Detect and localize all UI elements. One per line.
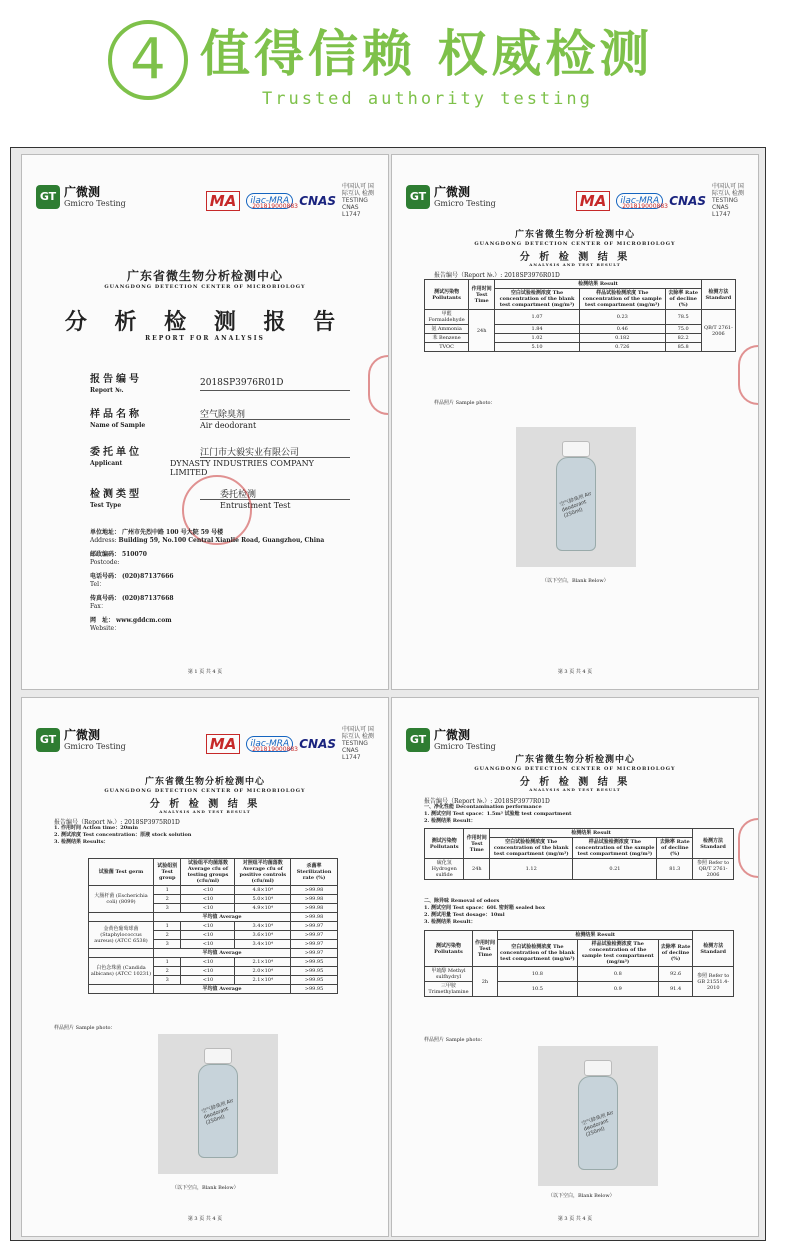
ilac-mark-icon: ilac-MRA [246,736,293,752]
sample-photo [516,427,636,567]
ilac-mark-icon: ilac-MRA [246,193,293,209]
field-sample-name: 样品名称 Name of Sample 空气除臭剂 Air deodorant [90,405,350,429]
cert-marks: MA ilac-MRA CNAS 中国认可 国际互认 检测 TESTING CNAS L1747 [576,183,746,218]
table-row: 3 <10 3.4×10⁴ >99.97 [89,940,338,949]
fax-row: 传真号码： (020)87137668 Fax： [90,595,174,610]
ma-mark-icon: MA [206,191,241,211]
gmicro-logo-icon: GT [36,728,60,752]
field-applicant: 委托单位 Applicant 江门市大毅实业有限公司 DYNASTY INDUSTRIES COMPANY LIMITED [90,443,350,467]
table-row: 平均值 Average >99.95 [89,985,338,994]
table-row: 2 <10 5.0×10⁴ >99.98 [89,895,338,904]
cert-marks [206,183,376,218]
table-row: 3 <10 4.9×10⁴ >99.98 [89,904,338,913]
table-row: 2 <10 3.6×10⁴ >99.97 [89,931,338,940]
table-row: 平均值 Average >99.98 [89,913,338,922]
section-title: 值得信赖 权威检测 [200,25,654,83]
cnas-note: 中国认可 国际互认 检测 TESTING CNAS L1747 [342,183,374,218]
odor-table: 测试污染物 Pollutants 作用时间 Test Time 检测结果 Result 检测方法 Standard 空白试验检测浓度 The concentration of the blank test compartment (mg/m³) 样品试验检测浓度 The concentration of the sample test compartment (mg/m³) 去除率 Rate of decline (%) 甲巯醇 Methyl sulfhydryl 2h 10.8 0.8 92.6 参照 Refer to GB 21551.4-2010 三甲胺 Trimethylamine 10.5 0.9 91.4 [424,930,734,997]
table-row: 平均值 Average >99.97 [89,949,338,958]
ma-mark-icon: MA [576,191,611,211]
table-row: 3 <10 2.1×10⁴ >99.95 [89,976,338,985]
report-title-cn: 分 析 检 测 报 告 [64,310,346,335]
bottle-image: 空气除臭剂 Air deodorant (250ml) [198,1048,238,1158]
section-decontamination: 一、净化性能 Decontamination performance 1. 测试空间 Test space：1.5m³ 试验舱 test compartment 2. 检测结果 Result： [424,804,572,824]
gmicro-logo: GT 广微测 Gmicro Testing [36,728,126,752]
report-title-en: REPORT FOR ANALYSIS [145,335,265,342]
ilac-mark-icon: ilac-MRA [616,193,663,209]
logo-name: 广微测 [64,185,101,199]
section-header [0,0,790,140]
cnas-mark-icon: CNAS [299,736,336,751]
table-row: 苯 Benzene 1.02 0.182 82.2 [425,334,736,343]
field-report-no: 报告编号 Report №. 2018SP3976R01D [90,370,350,394]
report-number: 报告编号（Report №.）: 2018SP3976R01D [434,272,560,279]
section-odor-removal: 二、除异味 Removal of odors 1. 测试空间 Test space：60L 密封箱 sealed box 2. 测试用量 Test dosage：10ml 3. 检测结果 Result： [424,898,545,925]
side-seal [738,818,758,878]
gmicro-logo-icon: GT [36,185,60,209]
postcode-row: 邮政编码： 510070 Postcode: [90,551,147,566]
step-number-badge: 4 [108,20,188,100]
cert-marks: MA ilac-MRA CNAS 中国认可 国际互认 检测 TESTING CNAS L1747 [206,726,376,761]
table-row: 金黄色葡萄球菌 (Staphylococcus aureus) (ATCC 6538) 1 <10 3.4×10⁴ >99.97 [89,922,338,931]
table-row: 三甲胺 Trimethylamine 10.5 0.9 91.4 [425,982,734,997]
table-row: 大肠杆菌 (Escherichia coli) (8099) 1 <10 4.8×10⁴ >99.98 [89,886,338,895]
report-result-page-2: GT 广微测 Gmicro Testing MA ilac-MRA CNAS 中国认可 国际互认 检测 TESTING CNAS L1747 201819000883 广东省微生物分析检测中心 GUANGDONG DETECTION CENTER OF MICROBIOLOGY 分 析 检 测 结 果 ANALYSIS AND TEST RESULT 报告编号（Report №.）: 2018SP3975R01D 1. 作用时间 Action time：20min 2. 测试浓度 Test concentration：原液 stock solution 3. 检测结果 Results： 试验菌 Test germ 试验组别 Test group 试验组平均菌落数 Average cfu of testing groups (cfu/ml) 对照组平均菌落数 Average cfu of positive controls (cfu/ml) 杀菌率 Sterilization rate (%) 大肠杆菌 (Escherichia coli) (8099) 1 <10 4.8×10⁴ >99.98 2 <10 5.0×10⁴ >99.98 3 <10 4.9×10⁴ >99.98 平均值 Average >99.98 金黄色葡萄球菌 (Staphylococcus aureus) (ATCC 6538) 1 <10 3.4×10⁴ >99.97 2 <10 3.6×10⁴ >99.97 3 <10 3.4×10⁴ >99.97 平均值 Average >99.97 白色念珠菌 (Candida albicans) (ATCC 10231) 1 <10 2.1×10⁴ >99.95 2 <10 2.0×10⁴ >99.95 3 <10 2.1×10⁴ >99.95 平均值 Average >99.95 样品照片 Sample photo： 空气除臭剂 Air deodorant (250ml) （以下空白，Blank Below） 第 3 页 共 4 页 [21,697,389,1237]
cnas-mark-icon: CNAS [669,193,706,208]
section-subtitle: Trusted authority testing [262,89,593,109]
gmicro-logo: GT 广微测 Gmicro Testing [406,185,496,209]
result-table: 测试污染物 Pollutants 作用时间 Test Time 检测结果 Result 检测方法 Standard 空白试验检测浓度 The concentration of the blank test compartment (mg/m³) 样品试验检测浓度 The concentration of the sample test compartment (mg/m³) 去除率 Rate of decline (%) 甲醛 Formaldehyde 24h 1.07 0.23 78.5 QB/T 2761-2006 氨 Ammonia 1.84 0.46 75.0 苯 Benzene 1.02 0.182 82.2 TVOC 5.10 0.726 85.8 [424,279,736,352]
table-row: 氨 Ammonia 1.84 0.46 75.0 [425,325,736,334]
side-seal [368,355,388,415]
gmicro-logo-icon: GT [406,185,430,209]
gmicro-logo: GT 广微测 Gmicro Testing [406,728,496,752]
report-result-page-1: GT 广微测 Gmicro Testing MA ilac-MRA CNAS 中国认可 国际互认 检测 TESTING CNAS L1747 201819000883 广东省微生物分析检测中心 GUANGDONG DETECTION CENTER OF MICROBIOLOGY 分 析 检 测 结 果 ANALYSIS AND TEST RESULT 报告编号（Report №.）: 2018SP3976R01D 测试污染物 Pollutants 作用时间 Test Time 检测结果 Result 检测方法 Standard 空白试验检测浓度 The concentration of the blank test compartment (mg/m³) 样品试验检测浓度 The concentration of the sample test compartment (mg/m³) 去除率 Rate of decline (%) 甲醛 Formaldehyde 24h 1.07 0.23 78.5 QB/T 2761-2006 氨 Ammonia 1.84 0.46 75.0 苯 Benzene 1.02 0.182 82.2 TVOC 5.10 0.726 85.8 样品照片 Sample photo： 空气除臭剂 Air deodorant (250ml) （以下空白，Blank Below） 第 3 页 共 4 页 [391,154,759,690]
report-cover-page [21,154,389,690]
ma-number: 201819000883 [252,203,298,210]
gmicro-logo-icon: GT [406,728,430,752]
logo-en: Gmicro Testing [64,199,126,208]
table-row: 甲巯醇 Methyl sulfhydryl 2h 10.8 0.8 92.6 参照 Refer to GB 21551.4-2010 [425,967,734,982]
table-row: 2 <10 2.0×10⁴ >99.95 [89,967,338,976]
org-name-en: GUANGDONG DETECTION CENTER OF MICROBIOLOGY [104,284,306,290]
test-conditions: 1. 作用时间 Action time：20min 2. 测试浓度 Test concentration：原液 stock solution 3. 检测结果 Results： [54,825,192,845]
germ-table: 试验菌 Test germ 试验组别 Test group 试验组平均菌落数 Average cfu of testing groups (cfu/ml) 对照组平均菌落数 Average cfu of positive controls (cfu/ml) 杀菌率 Sterilization rate (%) 大肠杆菌 (Escherichia coli) (8099) 1 <10 4.8×10⁴ >99.98 2 <10 5.0×10⁴ >99.98 3 <10 4.9×10⁴ >99.98 平均值 Average >99.98 金黄色葡萄球菌 (Staphylococcus aureus) (ATCC 6538) 1 <10 3.4×10⁴ >99.97 2 <10 3.6×10⁴ >99.97 3 <10 3.4×10⁴ >99.97 平均值 Average >99.97 白色念珠菌 (Candida albicans) (ATCC 10231) 1 <10 2.1×10⁴ >99.95 2 <10 2.0×10⁴ >99.95 3 <10 2.1×10⁴ >99.95 平均值 Average >99.95 [88,858,338,994]
ma-mark-icon: MA [206,734,241,754]
table-row: 甲醛 Formaldehyde 24h 1.07 0.23 78.5 QB/T 2761-2006 [425,310,736,325]
page-number: 第 3 页 共 4 页 [557,669,593,675]
decontamination-table: 测试污染物 Pollutants 作用时间 Test Time 检测结果 Result 检测方法 Standard 空白试验检测浓度 The concentration of the blank test compartment (mg/m³) 样品试验检测浓度 The concentration of the sample test compartment (mg/m³) 去除率 Rate of decline (%) 硫化氢 Hydrogen sulfide 24h 1.12 0.21 81.3 参照 Refer to QB/T 2761-2006 [424,828,734,880]
table-row: TVOC 5.10 0.726 85.8 [425,343,736,352]
sample-photo [158,1034,278,1174]
bottle-image: 空气除臭剂 Air deodorant (250ml) [556,441,596,551]
bottle-image: 空气除臭剂 Air deodorant (250ml) [578,1060,618,1170]
page-number: 第 1 页 共 4 页 [187,669,223,675]
report-grid [10,147,766,1241]
address-row: 单位地址： 广州市先烈中路 100 号大院 59 号楼 Address: Building 59, No.100 Central Xianlie Road, Guangzhou, China [90,529,325,544]
side-seal [738,345,758,405]
website-row: 网 址： www.gddcm.com Website： [90,617,172,632]
page-number: 第 3 页 共 4 页 [557,1216,593,1222]
page-number: 第 3 页 共 4 页 [187,1216,223,1222]
table-row: 白色念珠菌 (Candida albicans) (ATCC 10231) 1 <10 2.1×10⁴ >99.95 [89,958,338,967]
gmicro-logo [36,185,126,209]
report-result-page-3: GT 广微测 Gmicro Testing 广东省微生物分析检测中心 GUANGDONG DETECTION CENTER OF MICROBIOLOGY 分 析 检 测 结 果 ANALYSIS AND TEST RESULT 报告编号（Report №.）: 2018SP3977R01D 一、净化性能 Decontamination performance 1. 测试空间 Test space：1.5m³ 试验舱 test compartment 2. 检测结果 Result： 测试污染物 Pollutants 作用时间 Test Time 检测结果 Result 检测方法 Standard 空白试验检测浓度 The concentration of the blank test compartment (mg/m³) 样品试验检测浓度 The concentration of the sample test compartment (mg/m³) 去除率 Rate of decline (%) 硫化氢 Hydrogen sulfide 24h 1.12 0.21 81.3 参照 Refer to QB/T 2761-2006 二、除异味 Removal of odors 1. 测试空间 Test space：60L 密封箱 sealed box 2. 测试用量 Test dosage：10ml 3. 检测结果 Result： 测试污染物 Pollutants 作用时间 Test Time 检测结果 Result 检测方法 Standard 空白试验检测浓度 The concentration of the blank test compartment (mg/m³) 样品试验检测浓度 The concentration of the sample test compartment (mg/m³) 去除率 Rate of decline (%) 甲巯醇 Methyl sulfhydryl 2h 10.8 0.8 92.6 参照 Refer to GB 21551.4-2010 三甲胺 Trimethylamine 10.5 0.9 91.4 样品照片 Sample photo： 空气除臭剂 Air deodorant (250ml) （以下空白，Blank Below） 第 3 页 共 4 页 [391,697,759,1237]
org-name-cn: 广东省微生物分析检测中心 [126,269,283,283]
table-row: 硫化氢 Hydrogen sulfide 24h 1.12 0.21 81.3 参照 Refer to QB/T 2761-2006 [425,859,734,880]
tel-row: 电话号码： (020)87137666 Tel： [90,573,174,588]
sample-photo [538,1046,658,1186]
cnas-mark-icon: CNAS [299,193,336,208]
field-test-type: 检测类型 Test Type 委托检测 Entrustment Test [90,485,350,509]
